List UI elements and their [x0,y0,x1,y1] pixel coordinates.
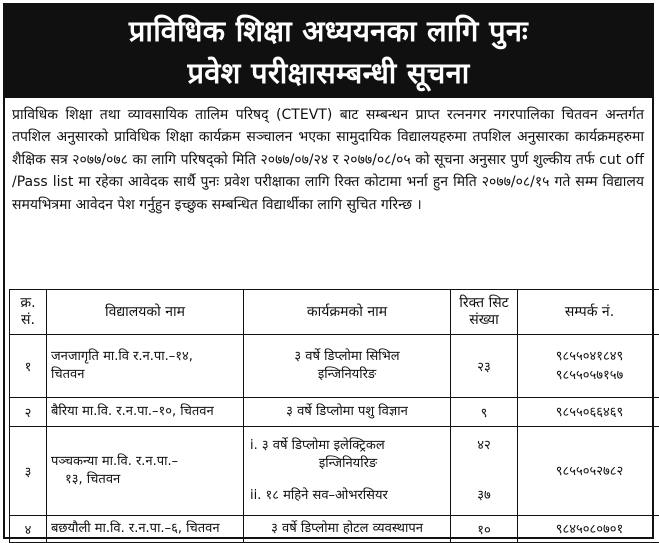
row-serial-number: २ [10,398,47,427]
program-name-line: ii. १८ महिने सव–ओभरसियर [250,488,388,503]
header-school-name: विद्यालयको नाम [47,290,244,335]
row-contact-number: ९८४५०८०७०१ [518,516,659,543]
header-program-name: कार्यक्रमको नाम [244,290,451,335]
row-serial-number: १ [10,335,47,398]
table-row [10,516,659,543]
table-header-row [10,290,659,335]
table-row [10,335,659,398]
row-school-name [47,427,244,516]
header-serial-number: क्र. सं. [10,290,47,335]
contact-number: ९८५५०५७१५७ [555,368,624,383]
header-contact-number: सम्पर्क नं. [518,290,659,335]
notice-body-text: प्राविधिक शिक्षा तथा व्यावसायिक तालिम परिषद् (CTEVT) बाट सम्बन्धन प्राप्त रत्ननगर नगरपालिका चितवन अन्तर्गत तपशिल अनुसारको प्राविधिक शिक्षा कार्यक्रम सञ्चालन भएका सामुदायिक विद्यालयहरुमा तपशिल अनुसारका कार्यक्रमहरुमा शैक्षिक सत्र २०७७/०७८ का लागि परिषद्को मिति २०७७/०७/२४ र २०७७/०८/०५ को सूचना अनुसार पुर्ण शुल्कीय तर्फ cut off /Pass list मा रहेका आवेदक सार्थै पुनः प्रवेश परीक्षाका लागि रिक्त कोटामा भर्ना हुन मिति २०७७/०८/१५ गते सम्म विद्यालय समयभित्रमा आवेदन पेश गर्नुहुन इच्छुक सम्बन्धित विद्यार्थीका लागि सुचित गरिन्छ । [12,107,644,213]
program-name-line: इन्जिनियरिङ [318,456,378,471]
program-name-line: i. ३ वर्षे डिप्लोमा इलेक्ट्रिकल [250,438,385,453]
row-school-name: बैरिया मा.वि. र.न.पा.–१०, चितवन [47,398,244,427]
vacant-seats-value: ४२ [477,438,491,453]
row-contact-number: ९८५५०६६४६९ [518,398,659,427]
table-row [10,427,659,516]
vacancy-table [9,289,659,543]
school-name-line: चितवन [51,367,85,382]
row-vacant-seats: १० [451,516,518,543]
school-name-line: पञ्चकन्या मा.वि. र.न.पा.– [51,454,179,469]
row-program-name [244,335,451,398]
row-vacant-seats [451,427,518,516]
school-name-line: जनजागृति मा.वि र.न.पा.–१४, [51,349,193,364]
table-row [10,398,659,427]
program-name-line: ३ वर्षे डिप्लोमा सिभिल [294,349,400,364]
row-program-name [244,427,451,516]
row-program-name: ३ वर्षे डिप्लोमा पशु विज्ञान [244,398,451,427]
row-contact-number [518,335,659,398]
row-vacant-seats: २३ [451,335,518,398]
row-program-name: ३ वर्षे डिप्लोमा होटल व्यवस्थापन [244,516,451,543]
vacant-seats-value: ३७ [477,488,491,503]
row-school-name: बछयौली मा.वि. र.न.पा.–६, चितवन [47,516,244,543]
row-vacant-seats: ९ [451,398,518,427]
row-school-name [47,335,244,398]
contact-number: ९८५५०४१८४९ [555,349,624,364]
notice-header [5,5,652,98]
header-title-line-2: प्रवेश परीक्षासम्बन्धी सूचना [187,55,470,90]
header-title-line-1: प्राविधिक शिक्षा अध्ययनका लागि पुनः [128,13,529,48]
header-vacant-seats: रिक्त सिट संख्या [451,290,518,335]
row-serial-number: ४ [10,516,47,543]
row-contact-number: ९८५५०५२७८२ [518,427,659,516]
row-serial-number: ३ [10,427,47,516]
school-name-line: १३, चितवन [65,472,121,487]
program-name-line: इन्जिनियरिङ [317,367,377,382]
